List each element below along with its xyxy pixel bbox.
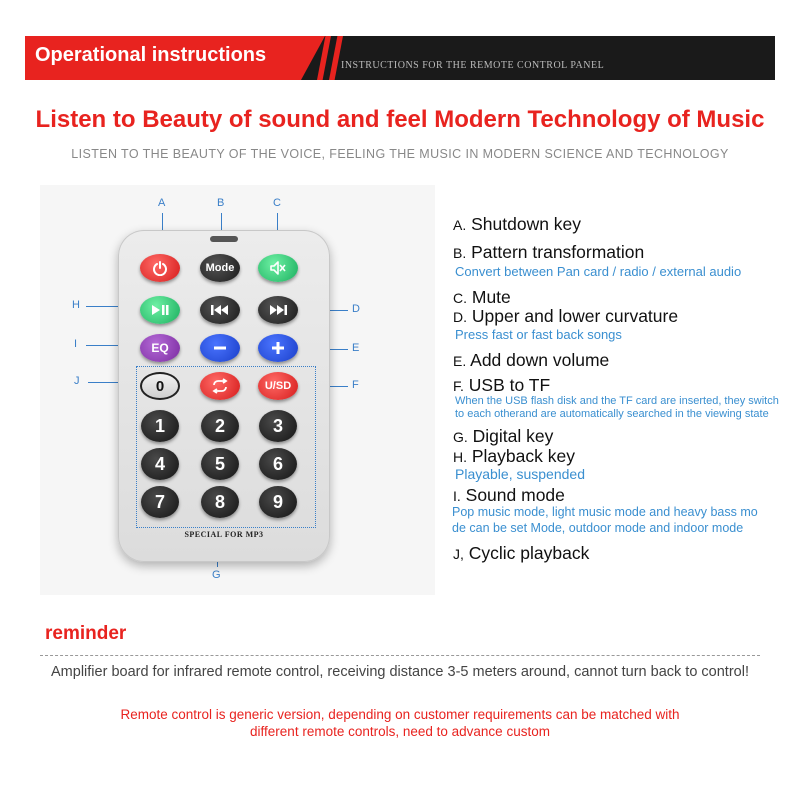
digit-8-button[interactable]: 8 [201,486,239,518]
instruction-h-desc: Playable, suspended [455,466,585,482]
instruction-letter: C. [453,290,467,306]
callout-j: J [74,375,80,387]
page-title: Listen to Beauty of sound and feel Modern Technology of Music [35,106,765,133]
power-icon [152,260,168,276]
mute-button[interactable] [258,254,298,282]
custom-note-line-1: Remote control is generic version, depending on customer requirements can be matched with [120,707,680,722]
instruction-label: Add down volume [470,350,610,370]
instruction-g [453,426,553,447]
callout-e: E [352,342,360,354]
eq-button[interactable]: EQ [140,334,180,362]
instruction-letter: G. [453,429,468,445]
instruction-letter: I. [453,488,461,504]
instruction-label: Upper and lower curvature [471,306,679,326]
instruction-letter: D. [453,309,467,325]
instruction-i [453,485,565,506]
instruction-letter: E. [453,353,467,369]
skip-forward-icon [268,304,288,316]
mode-button[interactable]: Mode [200,254,240,282]
instruction-letter: A. [453,217,467,233]
reminder-divider [40,655,760,656]
digit-2-button[interactable]: 2 [201,410,239,442]
header-subtitle: INSTRUCTIONS FOR THE REMOTE CONTROL PANEL [341,60,605,71]
instruction-e [453,350,609,371]
skip-back-icon [210,304,230,316]
mute-icon [269,260,287,276]
digit-1-button[interactable]: 1 [141,410,179,442]
callout-d: D [352,303,360,315]
instruction-c [453,287,511,308]
instruction-label: Shutdown key [471,214,582,234]
repeat-icon [211,378,229,394]
instruction-b-desc: Convert between Pan card / radio / external audio [455,264,742,279]
remote-brand-label: SPECIAL FOR MP3 [184,530,264,539]
header-title: Operational instructions [35,44,267,66]
instruction-b [453,242,644,263]
reminder-text: Amplifier board for infrared remote control, receiving distance 3-5 meters around, cannot turn back to control! [51,664,749,680]
instruction-letter: F. [453,378,464,394]
header-stripe [329,36,343,80]
plus-icon [270,340,286,356]
instruction-label: Sound mode [465,485,565,505]
usb-sd-button[interactable]: U/SD [258,372,298,400]
instruction-label: Mute [471,287,511,307]
callout-i: I [74,338,78,350]
page-subtitle: LISTEN TO THE BEAUTY OF THE VOICE, FEELING THE MUSIC IN MODERN SCIENCE AND TECHNOLOGY [71,147,729,161]
instruction-d [453,306,678,327]
digit-5-button[interactable]: 5 [201,448,239,480]
callout-g: G [212,569,221,581]
instruction-f-desc-2: to each otherand are automatically searched in the viewing state [455,408,769,420]
instruction-label: Cyclic playback [468,543,590,563]
reminder-title: reminder [45,623,127,644]
remote-control [118,230,330,562]
instruction-a [453,214,581,235]
remote-illustration [40,185,435,595]
instruction-letter: H. [453,449,467,465]
callout-c: C [273,197,281,209]
next-button[interactable] [258,296,298,324]
previous-button[interactable] [200,296,240,324]
instruction-label: Pattern transformation [471,242,645,262]
ir-window [210,236,238,242]
play-pause-icon [150,304,170,316]
instruction-f-desc-1: When the USB flash disk and the TF card are inserted, they switch [455,395,779,407]
instruction-j [453,543,589,564]
digit-7-button[interactable]: 7 [141,486,179,518]
instruction-d-desc: Press fast or fast back songs [455,327,622,342]
instruction-h [453,446,575,467]
cyclic-playback-button[interactable] [200,372,240,400]
instruction-label: USB to TF [468,375,551,395]
instruction-i-desc-2: de can be set Mode, outdoor mode and indoor mode [452,521,744,535]
digit-3-button[interactable]: 3 [259,410,297,442]
digit-6-button[interactable]: 6 [259,448,297,480]
callout-f: F [352,379,359,391]
digit-4-button[interactable]: 4 [141,448,179,480]
play-pause-button[interactable] [140,296,180,324]
digit-9-button[interactable]: 9 [259,486,297,518]
power-button[interactable] [140,254,180,282]
custom-note-line-2: different remote controls, need to advance custom [250,724,550,739]
callout-h: H [72,299,80,311]
instruction-i-desc-1: Pop music mode, light music mode and heavy bass mo [452,505,758,519]
instruction-label: Playback key [471,446,575,466]
instruction-letter: B. [453,245,467,261]
callout-a: A [158,197,166,209]
volume-down-button[interactable] [200,334,240,362]
digit-0-button[interactable]: 0 [140,372,180,400]
instruction-f [453,375,550,396]
callout-b: B [217,197,225,209]
instruction-letter: J, [453,546,464,562]
header-bar [25,36,775,80]
instruction-label: Digital key [472,426,554,446]
volume-up-button[interactable] [258,334,298,362]
minus-icon [212,340,228,356]
